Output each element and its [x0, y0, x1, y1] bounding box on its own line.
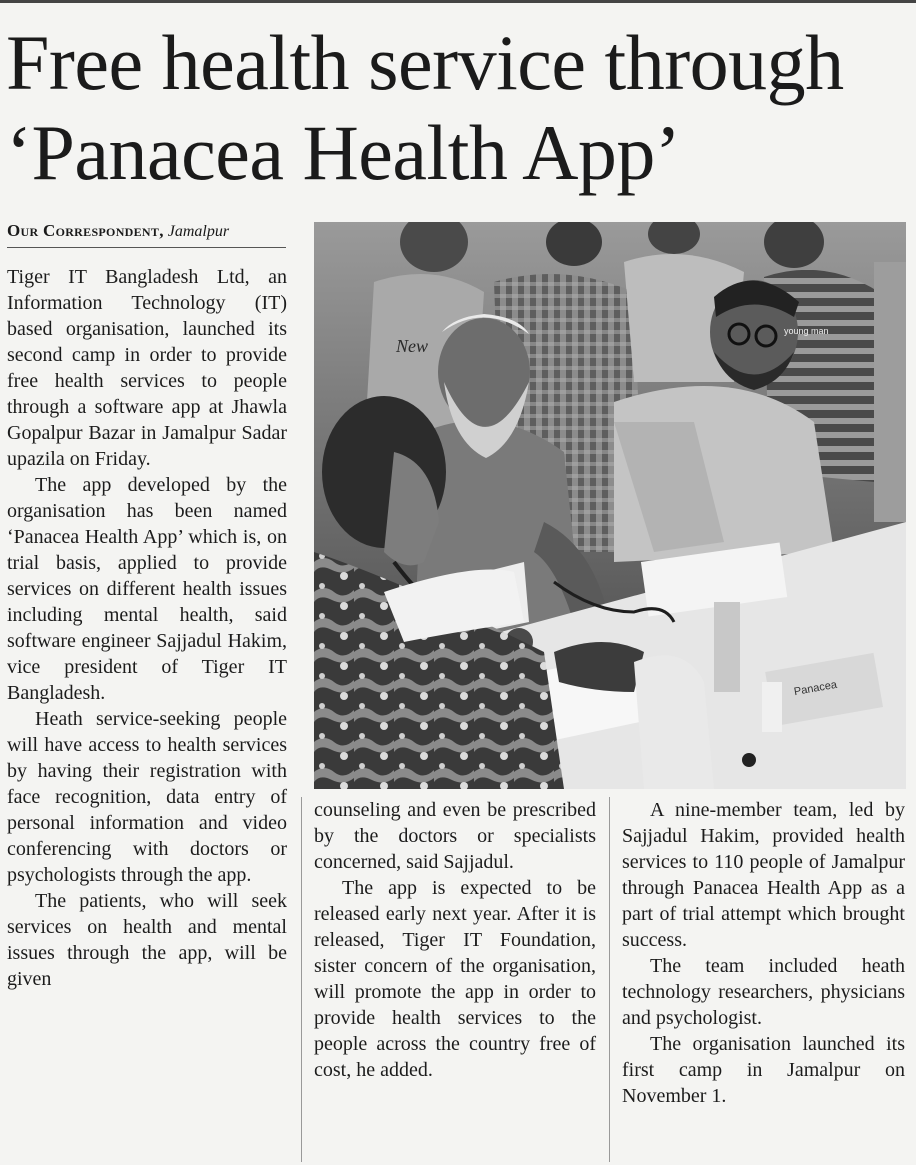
paragraph: The app developed by the organisation has been named ‘Panacea Health App’ which is, on trial basis, applied to provide services on different health issues including mental health, said software engineer Sajjadul Hakim, vice president of Tiger IT Bangladesh.: [7, 474, 287, 704]
byline-rule: [7, 247, 286, 248]
shirt-text: young man: [784, 326, 829, 336]
byline: [7, 221, 292, 242]
paragraph: The app is expected to be released early next year. After it is released, Tiger IT Foundation, sister concern of the organisation, will promote the app in order to provide health services to the people across the country free of cost, he added.: [314, 877, 596, 1081]
headline: [6, 18, 912, 198]
article-column-1: [7, 264, 287, 992]
column-rule: [301, 797, 302, 1162]
paragraph: The team included heath technology researchers, physicians and psychologist.: [622, 955, 905, 1029]
paragraph: Heath service-seeking people will have access to health services by having their registration with face recognition, data entry of personal information and video conferencing with doctors or psychologists through the app.: [7, 708, 287, 886]
shirt-text: New: [396, 336, 429, 356]
paragraph: A nine-member team, led by Sajjadul Hakim, provided health services to 110 people of Jamalpur through Panacea Health App as a part of trial attempt which brought success.: [622, 799, 905, 951]
top-rule: [0, 0, 916, 3]
byline-place: Jamalpur: [167, 223, 230, 240]
box-label: Panacea: [793, 678, 838, 699]
paragraph: counseling and even be prescribed by the doctors or specialists concerned, said Sajjadul.: [314, 799, 596, 873]
paragraph: The patients, who will seek services on health and mental issues through the app, will be given: [7, 890, 287, 990]
byline-name: Our Correspondent,: [7, 221, 164, 240]
headline-line-2: ‘Panacea Health App’: [6, 109, 681, 196]
column-rule: [609, 797, 610, 1162]
paragraph: The organisation launched its first camp in Jamalpur on November 1.: [622, 1033, 905, 1107]
paragraph: Tiger IT Bangladesh Ltd, an Information Technology (IT) based organisation, launched its second camp in order to provide free health services to people through a software app at Jhawla Gopalpur Bazar in Jamalpur Sadar upazila on Friday.: [7, 266, 287, 470]
article-column-3: [622, 797, 905, 1109]
news-photo: [314, 222, 906, 789]
headline-line-1: Free health service through: [6, 19, 844, 106]
article-column-2: [314, 797, 596, 1083]
